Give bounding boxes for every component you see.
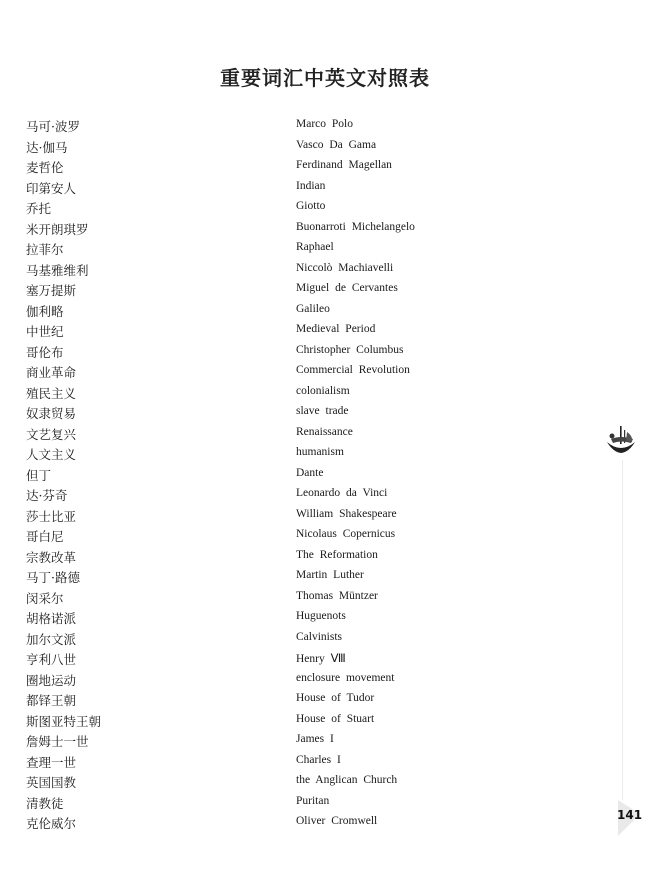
english-term: Galileo [296,302,330,315]
chinese-term: 詹姆士一世 [26,734,89,749]
glossary-row [0,548,600,569]
glossary-row [0,261,600,282]
chinese-term: 塞万提斯 [26,283,77,298]
english-term: the Anglican Church [296,774,398,786]
chinese-term: 莎士比亚 [26,508,77,524]
glossary-row [0,445,600,466]
english-term: Raphael [296,241,334,253]
glossary-row [0,609,600,630]
chinese-term: 殖民主义 [26,385,77,401]
english-term: Oliver Cromwell [296,815,378,827]
english-term: colonialism [296,384,350,397]
glossary-row [0,486,600,507]
glossary-row [0,322,600,343]
glossary-row [0,650,600,671]
english-term: Dante [296,466,324,479]
english-term: Commercial Revolution [296,364,410,376]
glossary-row [0,302,600,323]
english-term: Leonardo da Vinci [296,487,388,499]
chinese-term: 拉菲尔 [26,242,64,257]
chinese-term: 乔托 [26,201,52,216]
english-term: Puritan [296,794,330,807]
glossary-row [0,527,600,548]
glossary-row [0,732,600,753]
chinese-term: 英国国教 [26,775,77,790]
chinese-term: 哥白尼 [26,529,64,544]
chinese-term: 商业革命 [26,365,77,380]
chinese-term: 斯图亚特王朝 [26,713,102,729]
english-term: James I [296,733,334,745]
english-term: Ferdinand Magellan [296,159,392,171]
glossary-row [0,507,600,528]
chinese-term: 米开朗琪罗 [26,221,89,237]
chinese-term: 马可·波罗 [26,119,80,134]
glossary-row [0,466,600,487]
chinese-term: 马基雅维利 [26,262,89,278]
chinese-term: 奴隶贸易 [26,406,77,421]
glossary-row [0,179,600,200]
chinese-term: 文艺复兴 [26,426,77,442]
chinese-term: 胡格诺派 [26,611,77,626]
english-term: The Reformation [296,548,378,561]
english-term: Giotto [296,200,326,212]
english-term: Medieval Period [296,323,376,335]
glossary-row [0,343,600,364]
chinese-term: 哥伦布 [26,344,64,360]
english-term: Niccolò Machiavelli [296,261,394,274]
margin-line [622,460,623,800]
english-term: Indian [296,179,326,192]
chinese-term: 中世纪 [26,324,64,339]
english-term: Vasco Da Gama [296,138,377,151]
glossary-row [0,773,600,794]
glossary-row [0,363,600,384]
english-term: Marco Polo [296,118,353,130]
chinese-term: 印第安人 [26,180,77,196]
glossary-row [0,630,600,651]
glossary-row [0,753,600,774]
english-term: House of Tudor [296,692,375,704]
english-term: Christopher Columbus [296,343,404,356]
english-term: Nicolaus Copernicus [296,528,396,540]
chinese-term: 加尔文派 [26,631,77,647]
english-term: William Shakespeare [296,507,397,520]
chinese-term: 都铎王朝 [26,693,77,708]
english-term: enclosure movement [296,671,395,684]
glossary-row [0,712,600,733]
chinese-term: 圈地运动 [26,672,77,688]
page-title: 重要词汇中英文对照表 [220,66,430,90]
glossary-row [0,384,600,405]
chinese-term: 闵采尔 [26,590,64,606]
glossary-row [0,240,600,261]
chinese-term: 亨利八世 [26,652,77,667]
english-term: Huguenots [296,610,346,622]
chinese-term: 但丁 [26,467,52,483]
chinese-term: 清教徒 [26,795,64,811]
page-number: 141 [617,808,643,822]
chinese-term: 克伦威尔 [26,816,77,831]
glossary-row [0,589,600,610]
glossary-row [0,425,600,446]
english-term: House of Stuart [296,712,375,725]
english-term: Thomas Müntzer [296,589,378,602]
glossary-row [0,117,600,138]
glossary-row [0,814,600,835]
chinese-term: 查理一世 [26,754,77,770]
chinese-term: 达·芬奇 [26,488,68,503]
chinese-term: 马丁·路德 [26,570,80,585]
english-term: Calvinists [296,630,343,643]
english-term: Henry Ⅷ [296,653,346,665]
glossary-row [0,568,600,589]
glossary-row [0,691,600,712]
english-term: Buonarroti Michelangelo [296,220,415,233]
glossary-list [0,117,600,835]
glossary-row [0,281,600,302]
glossary-row [0,794,600,815]
english-term: Renaissance [296,425,353,438]
glossary-row [0,220,600,241]
chinese-term: 人文主义 [26,447,77,462]
english-term: humanism [296,446,344,458]
glossary-row [0,404,600,425]
english-term: Miguel de Cervantes [296,282,398,294]
chinese-term: 达·伽马 [26,139,68,155]
english-term: Martin Luther [296,569,364,581]
glossary-row [0,138,600,159]
glossary-row [0,671,600,692]
glossary-row [0,158,600,179]
english-term: slave trade [296,405,349,417]
chinese-term: 宗教改革 [26,549,77,565]
chinese-term: 伽利略 [26,303,64,319]
glossary-row [0,199,600,220]
ship-emblem-icon [603,422,639,458]
chinese-term: 麦哲伦 [26,160,64,175]
english-term: Charles I [296,753,341,766]
